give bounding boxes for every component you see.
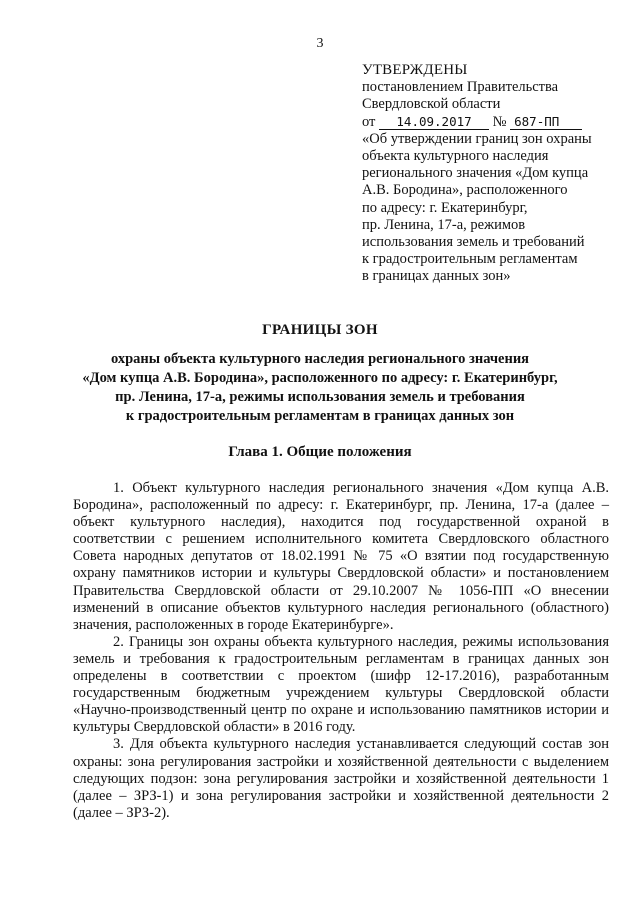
date-prefix: от	[362, 113, 376, 130]
approval-line-2: Свердловской области	[362, 96, 501, 113]
paragraph: 1. Объект культурного наследия регионального значения «Дом купца А.В. Бородина», расположенный по адресу: г. Екатеринбург, пр. Ленина, 17-а (далее – объект культурного наследия), находится под государственной охраной в соответствии с решением исполнительного комитета Свердловского областного Совета народных депутатов от 18.02.1991 № 75 «О взятии под государственную охрану памятников истории и культуры Свердловской области» и постановлением Правительства Свердловской области от 29.10.2007 № 1056-ПП «О внесении изменений в описание объектов культурного наследия регионального (областного) значения, расположенных в городе Екатеринбурге».	[73, 480, 609, 633]
approval-date: 14.09.2017	[379, 115, 489, 130]
number-sign: №	[492, 113, 507, 130]
approval-line-1: постановлением Правительства	[362, 79, 559, 96]
approval-subject-line: по адресу: г. Екатеринбург,	[362, 199, 528, 216]
approval-subject-line: к градостроительным регламентам	[362, 251, 578, 268]
approval-date-line	[362, 114, 612, 131]
title-line: «Дом купца А.В. Бородина», расположенного по адресу: г. Екатеринбург,	[82, 370, 558, 386]
chapter-title: Глава 1. Общие положения	[228, 444, 412, 460]
approval-stamp	[362, 62, 612, 286]
approval-subject-line: в границах данных зон»	[362, 268, 511, 285]
paragraph: 3. Для объекта культурного наследия устанавливается следующий состав зон охраны: зона регулирования застройки и хозяйственной деятельности с выделением следующих подзон: зона регулирования застройки и хозяйственной деятельности 1 (далее – ЗРЗ-1) и зона регулирования застройки и хозяйственной деятельности 2 (далее – ЗРЗ-2).	[73, 736, 609, 821]
paragraph: 2. Границы зон охраны объекта культурного наследия, режимы использования земель и требования к градостроительным регламентам в границах данных зон определены в соответствии с проектом (шифр 12-17.2016), разработанным государственным бюджетным учреждением культуры Свердловской области «Научно-производственный центр по охране и использованию памятников истории и культуры Свердловской области» в 2016 году.	[73, 633, 609, 736]
approval-subject-line: использования земель и требований	[362, 234, 585, 251]
approval-number: 687-ПП	[510, 115, 582, 130]
title-main: ГРАНИЦЫ ЗОН	[262, 322, 378, 338]
approval-heading: УТВЕРЖДЕНЫ	[362, 62, 468, 78]
page-number: 3	[316, 36, 324, 51]
approval-subject-line: объекта культурного наследия	[362, 148, 549, 165]
document-title	[60, 321, 580, 426]
document-body	[73, 480, 609, 822]
approval-subject-line: регионального значения «Дом купца	[362, 165, 589, 182]
approval-subject-line: пр. Ленина, 17-а, режимов	[362, 216, 526, 233]
approval-subject-line: А.В. Бородина», расположенного	[362, 182, 568, 199]
title-line: к градостроительным регламентам в границах данных зон	[125, 408, 515, 424]
title-line: охраны объекта культурного наследия регионального значения	[110, 351, 530, 367]
approval-subject-line: «Об утверждении границ зон охраны	[362, 130, 592, 147]
title-line: пр. Ленина, 17-а, режимы использования земель и требования	[115, 389, 525, 405]
